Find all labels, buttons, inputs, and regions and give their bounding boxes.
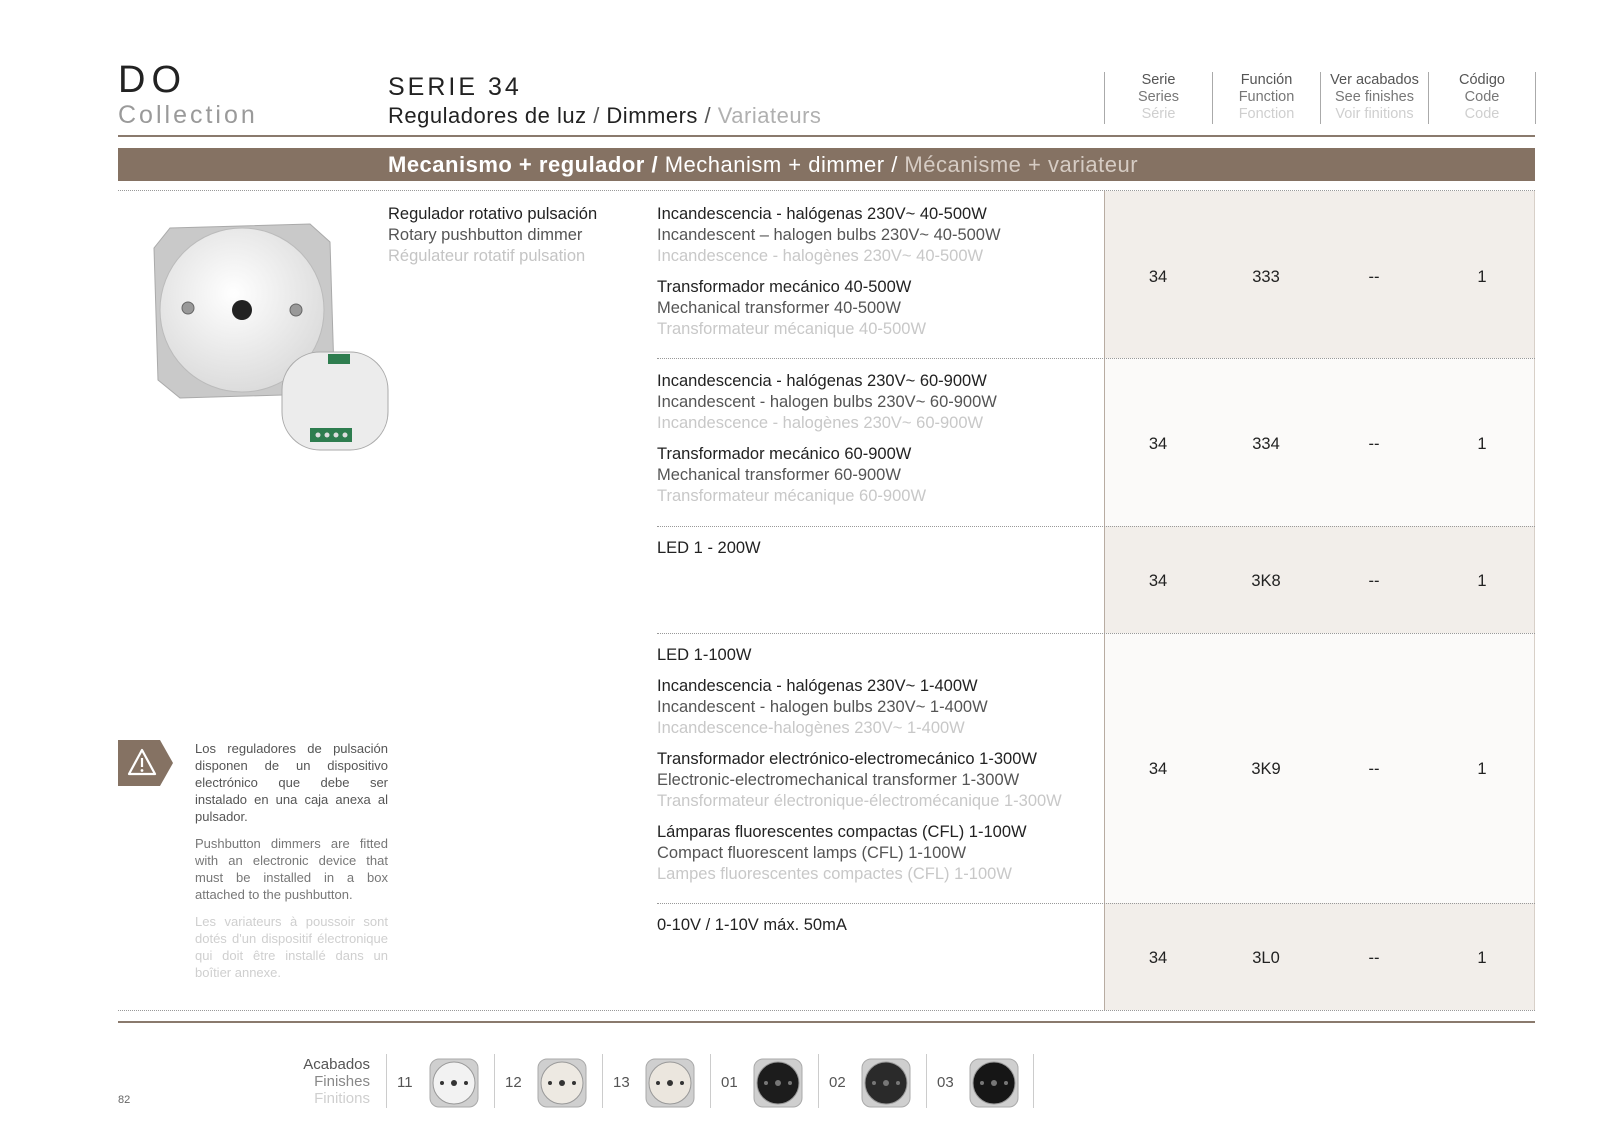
product-image bbox=[150, 222, 395, 462]
cell-funcion: 334 bbox=[1252, 435, 1280, 453]
cell-serie: 34 bbox=[1148, 572, 1168, 590]
finish-image bbox=[751, 1056, 805, 1110]
cell-serie: 34 bbox=[1148, 268, 1168, 286]
page-number: 82 bbox=[118, 1094, 131, 1106]
spec-en: Incandescent - halogen bulbs 230V~ 60-900W bbox=[657, 393, 997, 411]
serie-subtitle bbox=[388, 102, 821, 130]
spec-fr: Lampes fluorescentes compactes (CFL) 1-100W bbox=[657, 865, 1012, 883]
column-header-es: Código bbox=[1459, 72, 1505, 88]
column-header-es: Función bbox=[1240, 72, 1293, 88]
section-band-es: Mecanismo + regulador / bbox=[388, 152, 659, 177]
cell-serie: 34 bbox=[1148, 760, 1168, 778]
spec-es: Lámparas fluorescentes compactas (CFL) 1-100W bbox=[657, 823, 1027, 841]
spec-block bbox=[657, 538, 761, 559]
cell-codigo: 1 bbox=[1477, 949, 1487, 967]
finish-image bbox=[859, 1056, 913, 1110]
spec-en: Mechanical transformer 40-500W bbox=[657, 299, 901, 317]
warning-text-en: Pushbutton dimmers are fitted with an electronic device that must be installed in a box attached to the pushbutton. bbox=[195, 836, 388, 902]
finish-code: 01 bbox=[721, 1074, 738, 1091]
spec-fr: Incandescence - halogènes 230V~ 40-500W bbox=[657, 247, 984, 265]
spec-en: Mechanical transformer 60-900W bbox=[657, 466, 901, 484]
cell-funcion: 333 bbox=[1252, 268, 1280, 286]
cell-acabados: -- bbox=[1368, 268, 1380, 286]
spec-fr: Transformateur mécanique 40-500W bbox=[657, 320, 927, 338]
spec-es: Incandescencia - halógenas 230V~ 40-500W bbox=[657, 205, 987, 223]
cell-codigo: 1 bbox=[1477, 760, 1487, 778]
finish-swatch-01 bbox=[710, 1054, 818, 1108]
header-divider bbox=[118, 135, 1535, 137]
column-header-en: Series bbox=[1137, 89, 1180, 105]
spec-block bbox=[657, 204, 1001, 350]
separator: / bbox=[586, 103, 607, 128]
cell-acabados: -- bbox=[1368, 435, 1380, 453]
spec-en: Incandescent – halogen bulbs 230V~ 40-500W bbox=[657, 226, 1001, 244]
product-description bbox=[388, 204, 597, 267]
section-band-fr: Mécanisme + variateur bbox=[897, 152, 1139, 177]
finish-code: 03 bbox=[937, 1074, 954, 1091]
spec-es: Incandescencia - halógenas 230V~ 1-400W bbox=[657, 677, 978, 695]
finish-swatch-02 bbox=[818, 1054, 926, 1108]
serie-heading bbox=[388, 72, 821, 130]
finish-swatch-03 bbox=[926, 1054, 1034, 1108]
product-name-es: Regulador rotativo pulsación bbox=[388, 205, 598, 223]
column-header-funcion bbox=[1212, 72, 1320, 124]
finish-image bbox=[643, 1056, 697, 1110]
column-header-en: See finishes bbox=[1335, 89, 1414, 105]
product-name-fr: Régulateur rotatif pulsation bbox=[388, 247, 586, 265]
cell-acabados: -- bbox=[1368, 760, 1380, 778]
spec-block bbox=[657, 371, 997, 517]
column-header-fr: Fonction bbox=[1238, 106, 1295, 122]
warning-note bbox=[195, 740, 388, 991]
finish-code: 13 bbox=[613, 1074, 630, 1091]
cell-codigo: 1 bbox=[1477, 435, 1487, 453]
row-divider bbox=[118, 190, 1535, 191]
brand-name: DO bbox=[118, 59, 187, 101]
finish-image bbox=[427, 1056, 481, 1110]
finish-swatch-11 bbox=[386, 1054, 494, 1108]
cell-funcion: 3L0 bbox=[1252, 949, 1280, 967]
spec-es: Transformador electrónico-electromecánico 1-300W bbox=[657, 750, 1037, 768]
finish-image bbox=[967, 1056, 1021, 1110]
column-header-es: Ver acabados bbox=[1330, 72, 1419, 88]
serie-title: SERIE 34 bbox=[388, 73, 522, 101]
finishes-label-fr: Finitions bbox=[314, 1090, 370, 1107]
finish-code: 02 bbox=[829, 1074, 846, 1091]
spec-en: Compact fluorescent lamps (CFL) 1-100W bbox=[657, 844, 967, 862]
cell-serie: 34 bbox=[1148, 949, 1168, 967]
section-band-en: Mechanism + dimmer / bbox=[658, 152, 898, 177]
spec-fr: Incandescence-halogènes 230V~ 1-400W bbox=[657, 719, 965, 737]
spec-es: Transformador mecánico 60-900W bbox=[657, 445, 912, 463]
spec-es: LED 1 - 200W bbox=[657, 539, 761, 557]
spec-en: Electronic-electromechanical transformer 1-300W bbox=[657, 771, 1020, 789]
spec-es: LED 1-100W bbox=[657, 646, 752, 664]
warning-text-fr: Les variateurs à poussoir sont dotés d'un dispositif électronique qui doit être installé dans un boîtier annexe. bbox=[195, 914, 388, 980]
section-band bbox=[118, 148, 1535, 181]
warning-text-es: Los reguladores de pulsación disponen de un dispositivo electrónico que debe ser instalado en una caja anexa al pulsador. bbox=[195, 741, 388, 824]
spec-es: 0-10V / 1-10V máx. 50mA bbox=[657, 916, 847, 934]
finishes-label-es: Acabados bbox=[303, 1056, 370, 1073]
brand-collection: Collection bbox=[118, 101, 258, 129]
spec-en: Incandescent - halogen bulbs 230V~ 1-400W bbox=[657, 698, 988, 716]
row-divider bbox=[657, 358, 1535, 359]
cell-funcion: 3K9 bbox=[1251, 760, 1281, 778]
brand-block bbox=[118, 60, 258, 130]
finish-code: 11 bbox=[397, 1074, 413, 1091]
column-header-en: Code bbox=[1464, 89, 1500, 105]
column-header-fr: Série bbox=[1141, 106, 1176, 122]
finishes-label bbox=[250, 1056, 370, 1107]
section-band-text bbox=[388, 148, 1138, 181]
table-divider bbox=[1534, 190, 1535, 1010]
cell-funcion: 3K8 bbox=[1251, 572, 1281, 590]
finish-image bbox=[535, 1056, 589, 1110]
cell-codigo: 1 bbox=[1477, 268, 1487, 286]
spec-block bbox=[657, 915, 847, 936]
cell-serie: 34 bbox=[1148, 435, 1168, 453]
row-divider bbox=[657, 633, 1535, 634]
finishes-label-en: Finishes bbox=[314, 1073, 370, 1090]
footer-divider bbox=[118, 1021, 1535, 1023]
column-header-fr: Voir finitions bbox=[1335, 106, 1414, 122]
separator: / bbox=[697, 103, 718, 128]
finish-swatch-13 bbox=[602, 1054, 710, 1108]
finish-code: 12 bbox=[505, 1074, 522, 1091]
spec-fr: Transformateur électronique-électromécanique 1-300W bbox=[657, 792, 1062, 810]
serie-subtitle-en: Dimmers bbox=[606, 103, 698, 128]
column-header-en: Function bbox=[1238, 89, 1295, 105]
column-header-fr: Code bbox=[1464, 106, 1500, 122]
spec-fr: Transformateur mécanique 60-900W bbox=[657, 487, 927, 505]
row-divider bbox=[657, 903, 1535, 904]
column-header-es: Serie bbox=[1141, 72, 1176, 88]
product-name-en: Rotary pushbutton dimmer bbox=[388, 226, 583, 244]
serie-subtitle-es: Reguladores de luz bbox=[388, 103, 587, 128]
column-header-codigo bbox=[1428, 72, 1536, 124]
column-header-acabados bbox=[1320, 72, 1428, 124]
spec-es: Incandescencia - halógenas 230V~ 60-900W bbox=[657, 372, 987, 390]
warning-triangle-icon bbox=[118, 740, 173, 786]
table-divider bbox=[1104, 190, 1105, 1010]
column-header-serie bbox=[1104, 72, 1212, 124]
row-divider bbox=[657, 526, 1535, 527]
spec-es: Transformador mecánico 40-500W bbox=[657, 278, 912, 296]
cell-codigo: 1 bbox=[1477, 572, 1487, 590]
serie-subtitle-fr: Variateurs bbox=[717, 103, 822, 128]
cell-acabados: -- bbox=[1368, 572, 1380, 590]
cell-acabados: -- bbox=[1368, 949, 1380, 967]
row-divider bbox=[118, 1010, 1535, 1011]
spec-fr: Incandescence - halogènes 230V~ 60-900W bbox=[657, 414, 984, 432]
spec-block bbox=[657, 645, 1062, 895]
finish-swatch-12 bbox=[494, 1054, 602, 1108]
